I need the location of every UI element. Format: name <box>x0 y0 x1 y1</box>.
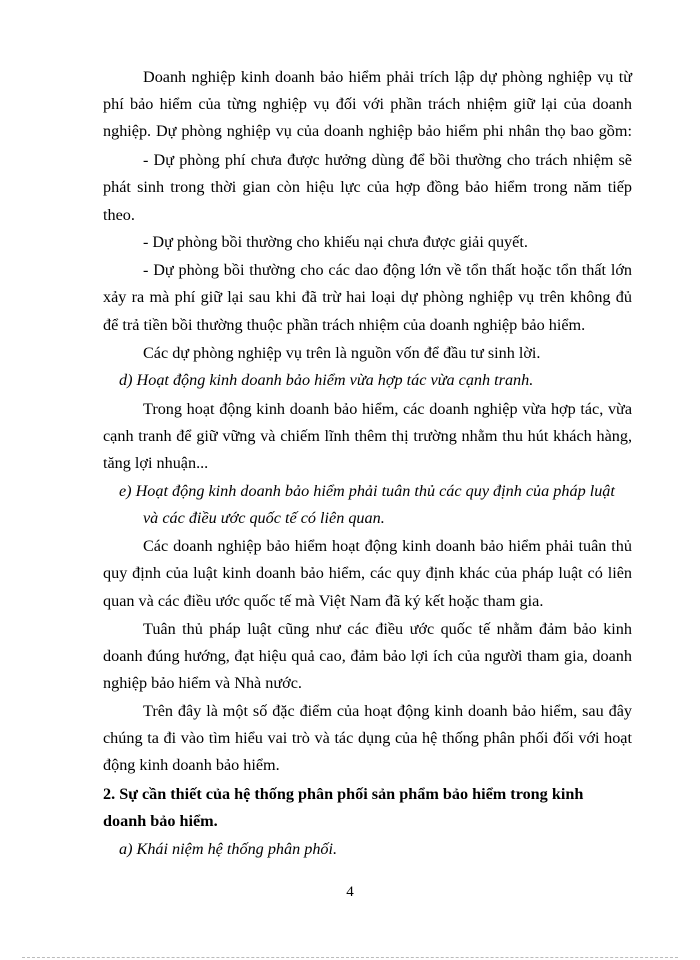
paragraph-line: Các doanh nghiệp bảo hiểm hoạt động kinh doanh bảo hiểm phải tuân thủ <box>143 537 632 555</box>
paragraph-line: Trên đây là một số đặc điểm của hoạt động kinh doanh bảo hiểm, sau đây <box>143 702 632 720</box>
page-bottom-border <box>22 957 678 958</box>
bullet-line: - Dự phòng phí chưa được hưởng dùng để bồi thường cho trách nhiệm sẽ <box>143 151 632 169</box>
paragraph-line: doanh đúng hướng, đạt hiệu quả cao, đảm bảo lợi ích của người tham gia, doanh <box>103 647 632 665</box>
paragraph-line: nghiệp. Dự phòng nghiệp vụ của doanh nghiệp bảo hiểm phi nhân thọ bao gồm: <box>103 122 632 140</box>
paragraph-line: phát sinh trong thời gian còn hiệu lực của hợp đồng bảo hiểm trong năm tiếp <box>103 178 632 196</box>
subsection-heading-e: e) Hoạt động kinh doanh bảo hiểm phải tuân thủ các quy định của pháp luật <box>119 482 615 500</box>
paragraph-line: để trả tiền bồi thường thuộc phần trách nhiệm của doanh nghiệp bảo hiểm. <box>103 316 586 334</box>
paragraph-line: Doanh nghiệp kinh doanh bảo hiểm phải trích lập dự phòng nghiệp vụ từ <box>143 68 632 86</box>
section-heading-cont: doanh bảo hiểm. <box>103 812 218 830</box>
section-heading: 2. Sự cần thiết của hệ thống phân phối sản phẩm bảo hiểm trong kinh <box>103 785 584 803</box>
paragraph-line: quan và các điều ước quốc tế mà Việt Nam đã ký kết hoặc tham gia. <box>103 592 544 610</box>
paragraph-line: động kinh doanh bảo hiểm. <box>103 756 280 774</box>
paragraph-line: chúng ta đi vào tìm hiểu vai trò và tác dụng của hệ thống phân phối đối với hoạt <box>103 729 632 747</box>
bullet-line: - Dự phòng bồi thường cho các dao động lớn về tổn thất hoặc tổn thất lớn <box>143 261 632 279</box>
page-number: 4 <box>346 884 354 900</box>
paragraph-line: theo. <box>103 206 135 224</box>
subsection-heading-a: a) Khái niệm hệ thống phân phối. <box>119 840 338 858</box>
paragraph-line: Trong hoạt động kinh doanh bảo hiểm, các doanh nghiệp vừa hợp tác, vừa <box>143 400 632 418</box>
subsection-heading-e-cont: và các điều ước quốc tế có liên quan. <box>143 509 385 527</box>
paragraph-line: Các dự phòng nghiệp vụ trên là nguồn vốn để đầu tư sinh lời. <box>143 344 541 362</box>
paragraph-line: Tuân thủ pháp luật cũng như các điều ước quốc tế nhằm đảm bảo kinh <box>143 620 632 638</box>
paragraph-line: nghiệp bảo hiểm và Nhà nước. <box>103 674 302 692</box>
subsection-heading-d: d) Hoạt động kinh doanh bảo hiểm vừa hợp tác vừa cạnh tranh. <box>119 371 534 389</box>
paragraph-line: quy định của luật kinh doanh bảo hiểm, các quy định khác của pháp luật có liên <box>103 564 632 582</box>
paragraph-line: tăng lợi nhuận... <box>103 454 209 472</box>
bullet-line: - Dự phòng bồi thường cho khiếu nại chưa được giải quyết. <box>143 233 528 251</box>
paragraph-line: xảy ra mà phí giữ lại sau khi đã trừ hai loại dự phòng nghiệp vụ trên không đủ <box>103 288 632 306</box>
paragraph-line: cạnh tranh để giữ vững và chiếm lĩnh thêm thị trường nhằm thu hút khách hàng, <box>103 427 632 445</box>
paragraph-line: phí bảo hiểm của từng nghiệp vụ đối với phần trách nhiệm giữ lại của doanh <box>103 95 632 113</box>
